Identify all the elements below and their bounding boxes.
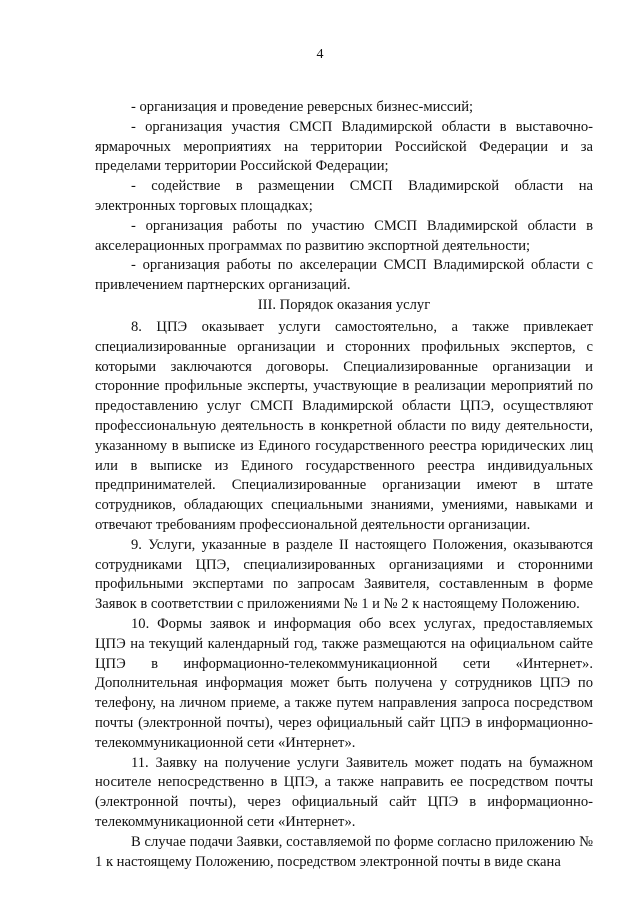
- paragraph-application-scan: В случае подачи Заявки, составляемой по форме согласно приложению № 1 к настоящему Положению, посредством электронной почты в виде скана: [95, 833, 593, 870]
- section-body: [95, 318, 593, 872]
- list-item: - организация участия СМСП Владимирской области в выставочно-ярмарочных мероприятиях на территории Российской Федерации и за пределами территории Российской Федерации;: [95, 118, 593, 175]
- paragraph-9: 9. Услуги, указанные в разделе II настоящего Положения, оказываются сотрудниками ЦПЭ, специализированных организациями и сторонними профильными экспертами по запросам Заявителя, составленным в форме Заявок в соответствии с приложениями № 1 и № 2 к настоящему Положению.: [95, 536, 593, 613]
- list-item: - организация работы по участию СМСП Владимирской области в акселерационных программах по развитию экспортной деятельности;: [95, 217, 593, 254]
- section-title: III. Порядок оказания услуг: [257, 297, 431, 313]
- list-item: - содействие в размещении СМСП Владимирской области на электронных торговых площадках;: [95, 178, 593, 214]
- paragraph-11: 11. Заявку на получение услуги Заявитель может подать на бумажном носителе непосредственно в ЦПЭ, а также направить ее посредством почты (электронной почты), через официальный сайт ЦПЭ в информационно-телекоммуникационной сети «Интернет».: [95, 754, 593, 830]
- services-list: [95, 98, 593, 296]
- page-number: 4: [316, 47, 324, 62]
- list-item: - организация работы по акселерации СМСП Владимирской области с привлечением партнерских организаций.: [95, 257, 593, 294]
- paragraph-10: 10. Формы заявок и информация обо всех услугах, предоставляемых ЦПЭ на текущий календарный год, также размещаются на официальном сайте ЦПЭ в информационно-телекоммуникационной сети «Интернет». Дополнительная информация может быть получена у сотрудников ЦПЭ по телефону, на личном приеме, а также путем направления запроса посредством почты (электронной почты), через официальный сайт ЦПЭ в информационно-телекоммуникационной сети «Интернет».: [95, 615, 593, 751]
- list-item: - организация и проведение реверсных бизнес-миссий;: [131, 99, 474, 115]
- paragraph-8: 8. ЦПЭ оказывает услуги самостоятельно, а также привлекает специализированные организации и сторонних профильных экспертов, с которыми заключаются договоры. Специализированные организации и сторонние профильные эксперты, участвующие в реализации мероприятий по предоставлению услуг СМСП Владимирской области ЦПЭ, осуществляют профессиональную деятельность в конкретной области по виду деятельности, указанному в выписке из Единого государственного реестра юридических лиц или в выписке из Единого государственного реестра индивидуальных предпринимателей. Специализированные организации имеют в штате сотрудников, обладающих специальными знаниями, умениями, навыками и отвечают требованиям профессиональной деятельности организации.: [95, 319, 593, 533]
